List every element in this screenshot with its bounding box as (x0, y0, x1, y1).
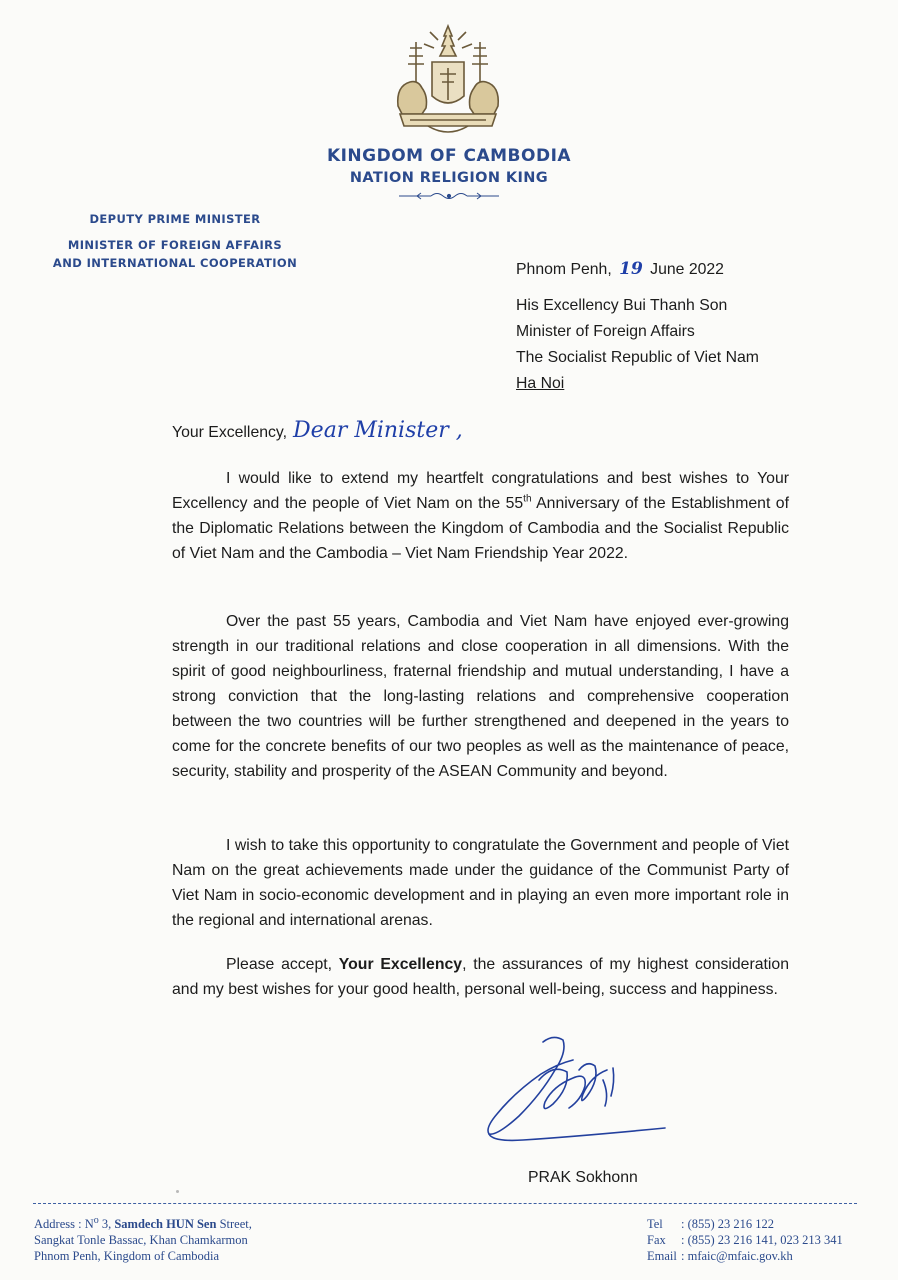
recipient-city: Ha Noi (516, 375, 565, 392)
recipient-title: Minister of Foreign Affairs (516, 323, 695, 340)
email-value[interactable]: : mfaic@mfaic.gov.kh (681, 1249, 793, 1263)
contact-fax (647, 1232, 843, 1248)
paragraph-achievements: I wish to take this opportunity to congratulate the Government and people of Viet Nam on the great achievements made under the guidance of the Communist Party of Viet Nam in socio-economic development and in playing an even more important role in the regional and international arenas. (172, 837, 789, 929)
address-street-bold: Samdech HUN Sen (114, 1217, 217, 1231)
date-place: Phnom Penh, (516, 261, 617, 278)
p1-text-a: I would like to extend my heartfelt congratulations and best wishes to Your Excellency and the people of Viet Nam on the 55 (172, 470, 789, 512)
recipient-name: His Excellency Bui Thanh Son (516, 297, 728, 314)
salutation-handwritten: Dear Minister , (293, 418, 463, 443)
paragraph-closing (172, 952, 789, 1002)
office-title-minister: MINISTER OF FOREIGN AFFAIRS (67, 238, 283, 252)
p4-bold: Your Excellency (338, 956, 463, 973)
ornament-divider-icon (395, 191, 503, 201)
address-line-2: Sangkat Tonle Bassac, Khan Chamkarmon (34, 1233, 248, 1247)
address-street-rest: Street, (216, 1217, 252, 1231)
salutation (172, 418, 463, 445)
date-line (516, 257, 724, 282)
footer-divider (33, 1203, 857, 1204)
royal-coat-of-arms-icon (388, 22, 508, 140)
paper-speck (176, 1190, 179, 1193)
salutation-printed: Your Excellency, (172, 424, 288, 441)
kingdom-motto: NATION RELIGION KING (349, 170, 549, 186)
p4-text-a: Please accept, (226, 956, 339, 973)
handwritten-signature (483, 1030, 673, 1145)
p1-text-b: Anniversary of the Establishment of the Diplomatic Relations between the Kingdom of Cambodia and the Socialist Republic of Viet Nam and the Cambodia – Viet Nam Friendship Year 2022. (172, 495, 789, 562)
kingdom-title: KINGDOM OF CAMBODIA (326, 146, 572, 166)
recipient-block (516, 293, 759, 397)
fax-label: Fax (647, 1233, 666, 1247)
date-day-handwritten: 19 (619, 259, 643, 279)
p1-superscript: th (523, 493, 532, 505)
recipient-country: The Socialist Republic of Viet Nam (516, 349, 759, 366)
address-line-1 (34, 1216, 252, 1232)
address-number: 3, (98, 1217, 115, 1231)
date-month-year: June 2022 (645, 261, 724, 278)
footer-contact (647, 1216, 843, 1264)
address-line-3: Phnom Penh, Kingdom of Cambodia (34, 1249, 220, 1263)
signer-name: PRAK Sokhonn (528, 1169, 638, 1186)
address-label: Address : N (34, 1217, 94, 1231)
footer-address (34, 1216, 252, 1264)
contact-tel (647, 1216, 843, 1232)
office-title-cooperation: AND INTERNATIONAL COOPERATION (52, 256, 298, 270)
address-number-sup: o (93, 1214, 99, 1226)
paragraph-congratulations (172, 466, 789, 566)
office-title-deputy-pm: DEPUTY PRIME MINISTER (89, 212, 261, 226)
fax-value: : (855) 23 216 141, 023 213 341 (681, 1233, 843, 1247)
p4-text-b: , the assurances of my highest consideration and my best wishes for your good health, personal well-being, success and happiness. (172, 956, 789, 998)
email-label: Email (647, 1249, 677, 1263)
paragraph-relations: Over the past 55 years, Cambodia and Viet Nam have enjoyed ever-growing strength in our traditional relations and close cooperation in all dimensions. With the spirit of good neighbourliness, fraternal friendship and mutual understanding, I have a strong conviction that the long-lasting relations and comprehensive cooperation between the two countries will be further strengthened and deepened in the years to come for the concrete benefits of our two peoples as well as the maintenance of peace, security, stability and prosperity of the ASEAN Community and beyond. (172, 613, 789, 780)
tel-label: Tel (647, 1217, 663, 1231)
contact-email (647, 1248, 843, 1264)
tel-value: : (855) 23 216 122 (681, 1217, 775, 1231)
